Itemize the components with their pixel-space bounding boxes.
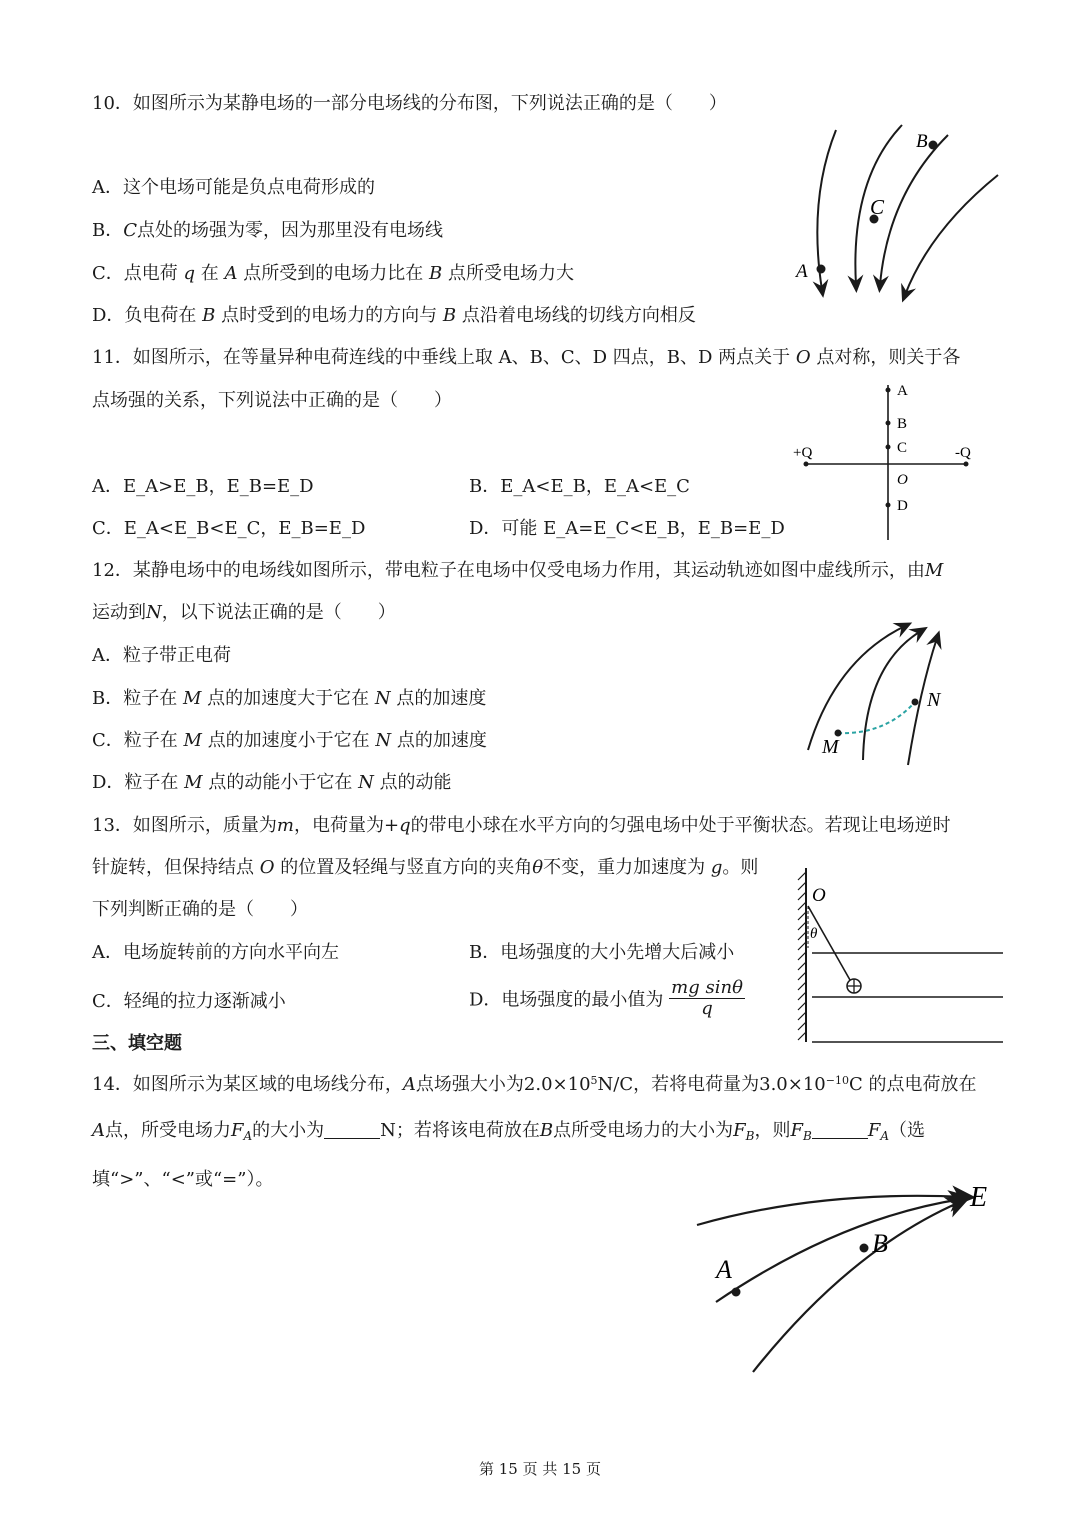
q11-label-a: A — [897, 383, 908, 399]
q10-label-a: A — [796, 261, 808, 282]
q13-stem-line-1: 13．如图所示，质量为m，电荷量为+q的带电小球在水平方向的匀强电场中处于平衡状态。若现让电场逆时 — [92, 815, 951, 836]
q13-option-d[interactable]: D．电场强度的最小值为 $\frac{\text{mg sinθ}}{q}$ — [469, 977, 743, 1019]
page-footer: 第 15 页 共 15 页 — [478, 1460, 601, 1478]
q10-option-b[interactable]: B．C点处的场强为零，因为那里没有电场线 — [92, 220, 444, 241]
q14-label-b: B — [872, 1229, 888, 1258]
q11-option-d[interactable]: D．可能 E_A=E_C<E_B，E_B=E_D — [469, 518, 785, 539]
q10-option-c[interactable]: C．点电荷 q 在 A 点所受到的电场力比在 B 点所受电场力大 — [92, 263, 574, 284]
q12-label-n: N — [927, 689, 941, 711]
q11-stem-line-2: 点场强的关系，下列说法中正确的是（ ） — [92, 390, 452, 411]
q14-point-a — [732, 1288, 741, 1297]
q11-stem-line-1: 11．如图所示，在等量异种电荷连线的中垂线上取 A、B、C、D 四点，B、D 两点关于 O 点对称，则关于各 — [92, 347, 961, 368]
q13-label-theta: θ — [810, 926, 818, 942]
q13-min-field-fraction: $\frac{\text{mg sinθ}}{q}$ — [671, 977, 743, 1019]
q12-stem-line-1: 12．某静电场中的电场线如图所示，带电粒子在电场中仅受电场力作用，其运动轨迹如图中虚线所示，由M — [92, 560, 944, 581]
q11-label-o: O — [897, 472, 908, 488]
q12-option-d[interactable]: D．粒子在 M 点的动能小于它在 N 点的动能 — [92, 772, 452, 793]
q14-point-b — [860, 1244, 869, 1253]
q11-label-positive-charge: +Q — [793, 445, 813, 461]
q10-stem: 10．如图所示为某静电场的一部分电场线的分布图，下列说法正确的是（ ） — [92, 93, 727, 114]
q12-option-b[interactable]: B．粒子在 M 点的加速度大于它在 N 点的加速度 — [92, 688, 487, 709]
q11-label-b: B — [897, 416, 908, 432]
q12-option-c[interactable]: C．粒子在 M 点的加速度小于它在 N 点的加速度 — [92, 730, 487, 751]
q13-option-c[interactable]: C．轻绳的拉力逐渐减小 — [92, 991, 286, 1012]
q11-label-d: D — [897, 498, 908, 514]
q12-option-a[interactable]: A．粒子带正电荷 — [92, 645, 231, 666]
q10-label-c: C — [870, 195, 885, 219]
q13-option-a[interactable]: A．电场旋转前的方向水平向左 — [92, 942, 339, 963]
q14-label-a: A — [716, 1255, 732, 1284]
q11-option-c[interactable]: C．E_A<E_B<E_C，E_B=E_D — [92, 518, 366, 539]
q12-label-m: M — [822, 736, 839, 758]
q10-option-a[interactable]: A．这个电场可能是负点电荷形成的 — [92, 177, 375, 198]
q14-label-e: E — [970, 1182, 988, 1213]
q11-option-b[interactable]: B．E_A<E_B，E_A<E_C — [469, 476, 690, 497]
q14-line-1: 14．如图所示为某区域的电场线分布，A点场强大小为$2.0\times 10^5N/C$，若将电荷量为$3.0\times 10^{-10}C$ 的点电荷放在 — [92, 1074, 977, 1095]
q13-stem-line-2: 针旋转，但保持结点 O 的位置及轻绳与竖直方向的夹角θ不变，重力加速度为 g。则 — [92, 857, 759, 878]
q11-option-a[interactable]: A．E_A>E_B，E_B=E_D — [92, 476, 314, 497]
q11-label-negative-charge: -Q — [955, 445, 971, 461]
q10-label-b: B — [916, 131, 928, 152]
q14-line-3: 填“>”、“<”或“=”）。 — [92, 1169, 274, 1190]
q14-field-line-2 — [716, 1199, 962, 1302]
q13-label-o: O — [812, 885, 826, 906]
q11-label-c: C — [897, 440, 908, 456]
q13-stem-line-3: 下列判断正确的是（ ） — [92, 899, 308, 920]
q13-option-b[interactable]: B．电场强度的大小先增大后减小 — [469, 942, 735, 963]
q12-stem-line-2: 运动到N，以下说法正确的是（ ） — [92, 602, 396, 623]
q10-option-d[interactable]: D．负电荷在 B 点时受到的电场力的方向与 B 点沿着电场线的切线方向相反 — [92, 305, 696, 326]
section-fill-in-the-blank: 三、填空题 — [92, 1033, 182, 1054]
q14-line-2: A点，所受电场力$F_A$的大小为 N；若将该电荷放在B点所受电场力的大小为$F_B$，则$F_B$ $F_A$（选 — [92, 1120, 925, 1143]
